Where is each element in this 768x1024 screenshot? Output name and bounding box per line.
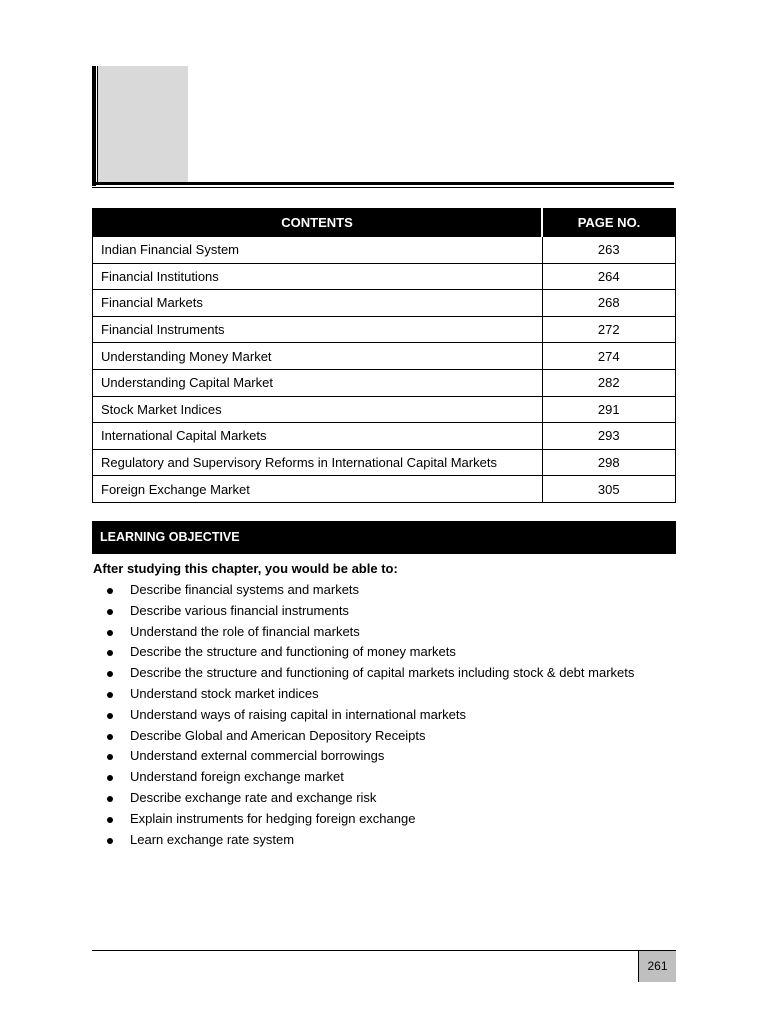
objective-text: Understand the role of financial markets bbox=[130, 623, 360, 639]
toc-entry-title: Financial Institutions bbox=[93, 263, 543, 290]
toc-entry-page: 274 bbox=[542, 343, 676, 370]
objective-text: Describe financial systems and markets bbox=[130, 582, 360, 597]
toc-entry-title: Understanding Money Market bbox=[93, 343, 543, 370]
list-item bbox=[92, 746, 634, 767]
table-row bbox=[93, 396, 676, 423]
bullet-icon bbox=[107, 650, 113, 656]
objective-text: Understand stock market indices bbox=[130, 685, 319, 701]
contents-table-header bbox=[93, 209, 676, 237]
table-row bbox=[93, 369, 676, 396]
toc-entry-page: 263 bbox=[542, 237, 676, 264]
objective-text: Describe various financial instruments bbox=[130, 602, 349, 618]
list-item bbox=[92, 622, 634, 643]
objective-text: Describe Global and American Depository Receipts bbox=[130, 727, 426, 743]
table-row bbox=[93, 449, 676, 476]
objective-text: Describe the structure and functioning of capital markets including stock & debt markets bbox=[130, 665, 635, 681]
list-item bbox=[92, 767, 634, 788]
bullet-icon bbox=[107, 796, 113, 802]
list-item bbox=[92, 830, 634, 851]
list-item bbox=[92, 705, 634, 726]
bullet-icon bbox=[107, 609, 113, 615]
page-number: 261 bbox=[639, 951, 676, 982]
table-row bbox=[93, 290, 676, 317]
list-item bbox=[92, 788, 634, 809]
bullet-icon bbox=[107, 713, 113, 719]
toc-entry-title: Foreign Exchange Market bbox=[93, 476, 543, 503]
bullet-icon bbox=[107, 734, 113, 740]
toc-entry-page: 268 bbox=[542, 290, 676, 317]
objective-text: Describe exchange rate and exchange risk bbox=[130, 789, 377, 805]
header-left-bar bbox=[92, 66, 96, 186]
header-rule-thick bbox=[92, 182, 674, 185]
learning-objective-intro: After studying this chapter, you would be able to: bbox=[93, 561, 398, 576]
toc-entry-title: Regulatory and Supervisory Reforms in International Capital Markets bbox=[93, 449, 543, 476]
bullet-icon bbox=[107, 817, 113, 823]
bullet-icon bbox=[107, 838, 113, 844]
toc-entry-title: International Capital Markets bbox=[93, 423, 543, 450]
bullet-icon bbox=[107, 775, 113, 781]
page-no-column-header: PAGE NO. bbox=[542, 209, 676, 237]
bullet-icon bbox=[107, 630, 113, 636]
table-row bbox=[93, 263, 676, 290]
learning-objective-heading: LEARNING OBJECTIVE bbox=[92, 521, 676, 554]
table-row bbox=[93, 343, 676, 370]
list-item bbox=[92, 684, 634, 705]
toc-entry-page: 272 bbox=[542, 316, 676, 343]
toc-entry-page: 264 bbox=[542, 263, 676, 290]
bullet-icon bbox=[107, 754, 113, 760]
table-row bbox=[93, 476, 676, 503]
list-item bbox=[92, 726, 634, 747]
toc-entry-page: 305 bbox=[542, 476, 676, 503]
table-row bbox=[93, 237, 676, 264]
toc-entry-title: Financial Instruments bbox=[93, 316, 543, 343]
list-item bbox=[92, 663, 634, 684]
table-row bbox=[93, 316, 676, 343]
toc-entry-title: Indian Financial System bbox=[93, 237, 543, 264]
footer-rule bbox=[92, 950, 676, 951]
bullet-icon bbox=[107, 588, 113, 594]
objective-text: Understand ways of raising capital in international markets bbox=[130, 706, 467, 722]
toc-entry-page: 282 bbox=[542, 369, 676, 396]
toc-entry-page: 293 bbox=[542, 423, 676, 450]
list-item bbox=[92, 809, 634, 830]
contents-column-header: CONTENTS bbox=[93, 209, 543, 237]
toc-entry-title: Financial Markets bbox=[93, 290, 543, 317]
bullet-icon bbox=[107, 671, 113, 677]
header-rule-thin bbox=[92, 187, 674, 188]
objective-text: Explain instruments for hedging foreign exchange bbox=[130, 810, 416, 826]
objective-text: Learn exchange rate system bbox=[130, 831, 295, 847]
learning-objective-list bbox=[92, 580, 634, 850]
contents-table bbox=[92, 208, 676, 503]
toc-entry-title: Understanding Capital Market bbox=[93, 369, 543, 396]
list-item bbox=[92, 642, 634, 663]
bullet-icon bbox=[107, 692, 113, 698]
table-row bbox=[93, 423, 676, 450]
header-grey-block bbox=[98, 66, 188, 182]
list-item bbox=[92, 601, 634, 622]
objective-text: Understand foreign exchange market bbox=[130, 769, 344, 785]
toc-entry-page: 298 bbox=[542, 449, 676, 476]
objective-text: Describe the structure and functioning of money markets bbox=[130, 644, 456, 660]
toc-entry-page: 291 bbox=[542, 396, 676, 423]
objective-text: Understand external commercial borrowings bbox=[130, 748, 385, 764]
list-item bbox=[92, 580, 634, 601]
toc-entry-title: Stock Market Indices bbox=[93, 396, 543, 423]
